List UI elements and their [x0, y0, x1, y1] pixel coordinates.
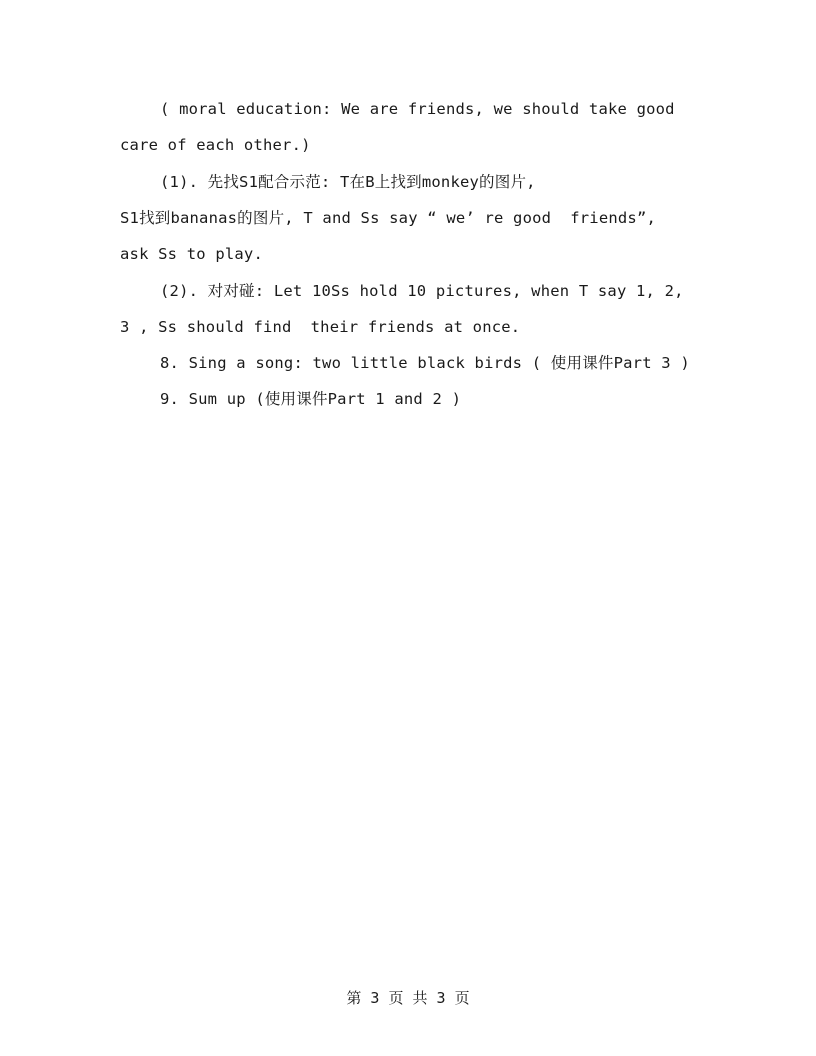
- step-2-line-2: 3 , Ss should find their friends at once.: [120, 318, 521, 336]
- item-8-sing-a-song: 8. Sing a song: two little black birds ( 使用课件Part 3 ): [160, 354, 690, 372]
- page-number-footer: 第 3 页 共 3 页: [346, 989, 470, 1007]
- item-9-sum-up: 9. Sum up (使用课件Part 1 and 2 ): [160, 390, 462, 408]
- step-1-line-3: ask Ss to play.: [120, 245, 263, 263]
- step-1-line-2: S1找到bananas的图片, T and Ss say “ we’ re good friends”,: [120, 209, 657, 227]
- step-2-line-1: (2). 对对碰: Let 10Ss hold 10 pictures, when T say 1, 2,: [160, 282, 684, 300]
- step-1-line-1: (1). 先找S1配合示范: T在B上找到monkey的图片,: [160, 173, 536, 191]
- moral-education-line-1: ( moral education: We are friends, we should take good: [160, 100, 675, 118]
- moral-education-line-2: care of each other.): [120, 136, 311, 154]
